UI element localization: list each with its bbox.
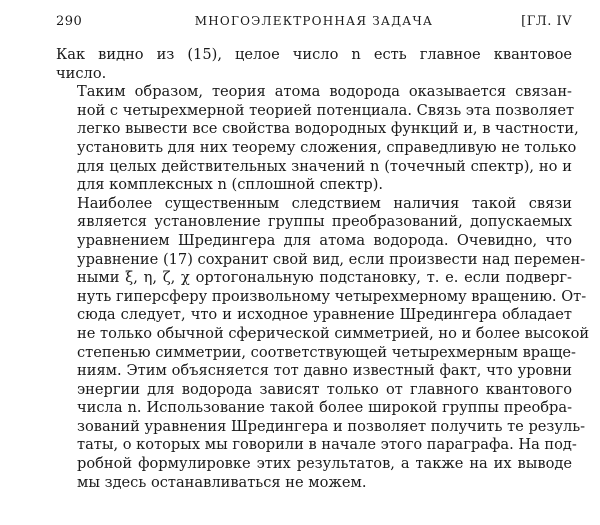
text-line: таты, о которых мы говорили в начале этого параграфа. На под- xyxy=(77,436,577,454)
text-line: зований уравнения Шредингера и позволяет получить те резуль- xyxy=(77,417,586,435)
text-line: ными ξ, η, ζ, χ ортогональную подстановку, т. е. если подверг- xyxy=(77,269,572,287)
running-title: МНОГОЭЛЕКТРОННАЯ ЗАДАЧА xyxy=(194,14,434,28)
text-line: сюда следует, что и исходное уравнение Шредингера обладает xyxy=(77,306,572,324)
text-line: нуть гиперсферу произвольному четырехмерному вращению. От- xyxy=(77,287,587,305)
text-line: для целых действительных значений n (точечный спектр), но и xyxy=(77,157,572,175)
text-line: робной формулировке этих результатов, а также на их выводе xyxy=(77,455,572,473)
paragraph xyxy=(56,46,572,83)
text-line: является установление группы преобразований, допускаемых xyxy=(77,213,572,231)
text-line: числа n. Использование такой более широкой группы преобра- xyxy=(77,399,572,417)
body-text xyxy=(56,46,590,492)
text-line: число. xyxy=(56,64,107,82)
running-head xyxy=(56,14,572,34)
text-line: установить для них теорему сложения, справедливую не только xyxy=(77,138,577,156)
text-line: легко вывести все свойства водородных функций и, в частности, xyxy=(77,120,579,138)
paragraph xyxy=(56,83,579,195)
page-number: 290 xyxy=(56,14,83,29)
text-line: мы здесь останавливаться не можем. xyxy=(77,473,367,491)
text-line: уравнением Шредингера для атома водорода. Очевидно, что xyxy=(77,231,572,249)
text-line: степенью симметрии, соответствующей четырехмерным враще- xyxy=(77,343,576,361)
chapter-reference: [ГЛ. IV xyxy=(521,14,572,29)
text-line: Таким образом, теория атома водорода оказывается связан- xyxy=(77,83,572,101)
text-line: Наиболее существенным следствием наличия такой связи xyxy=(77,194,572,212)
text-line: энергии для водорода зависят только от главного квантового xyxy=(77,380,572,398)
paragraph xyxy=(56,194,590,493)
text-line: ной с четырехмерной теорией потенциала. Связь эта позволяет xyxy=(77,101,575,119)
book-page xyxy=(56,14,590,492)
text-line: для комплексных n (сплошной спектр). xyxy=(77,176,384,194)
text-line: уравнение (17) сохранит свой вид, если произвести над перемен- xyxy=(77,250,586,268)
text-line: ниям. Этим объясняется тот давно известный факт, что уровни xyxy=(77,362,572,380)
text-line: не только обычной сферической симметрией, но и более высокой xyxy=(77,324,590,342)
text-line: Как видно из (15), целое число n есть главное квантовое xyxy=(56,46,572,63)
